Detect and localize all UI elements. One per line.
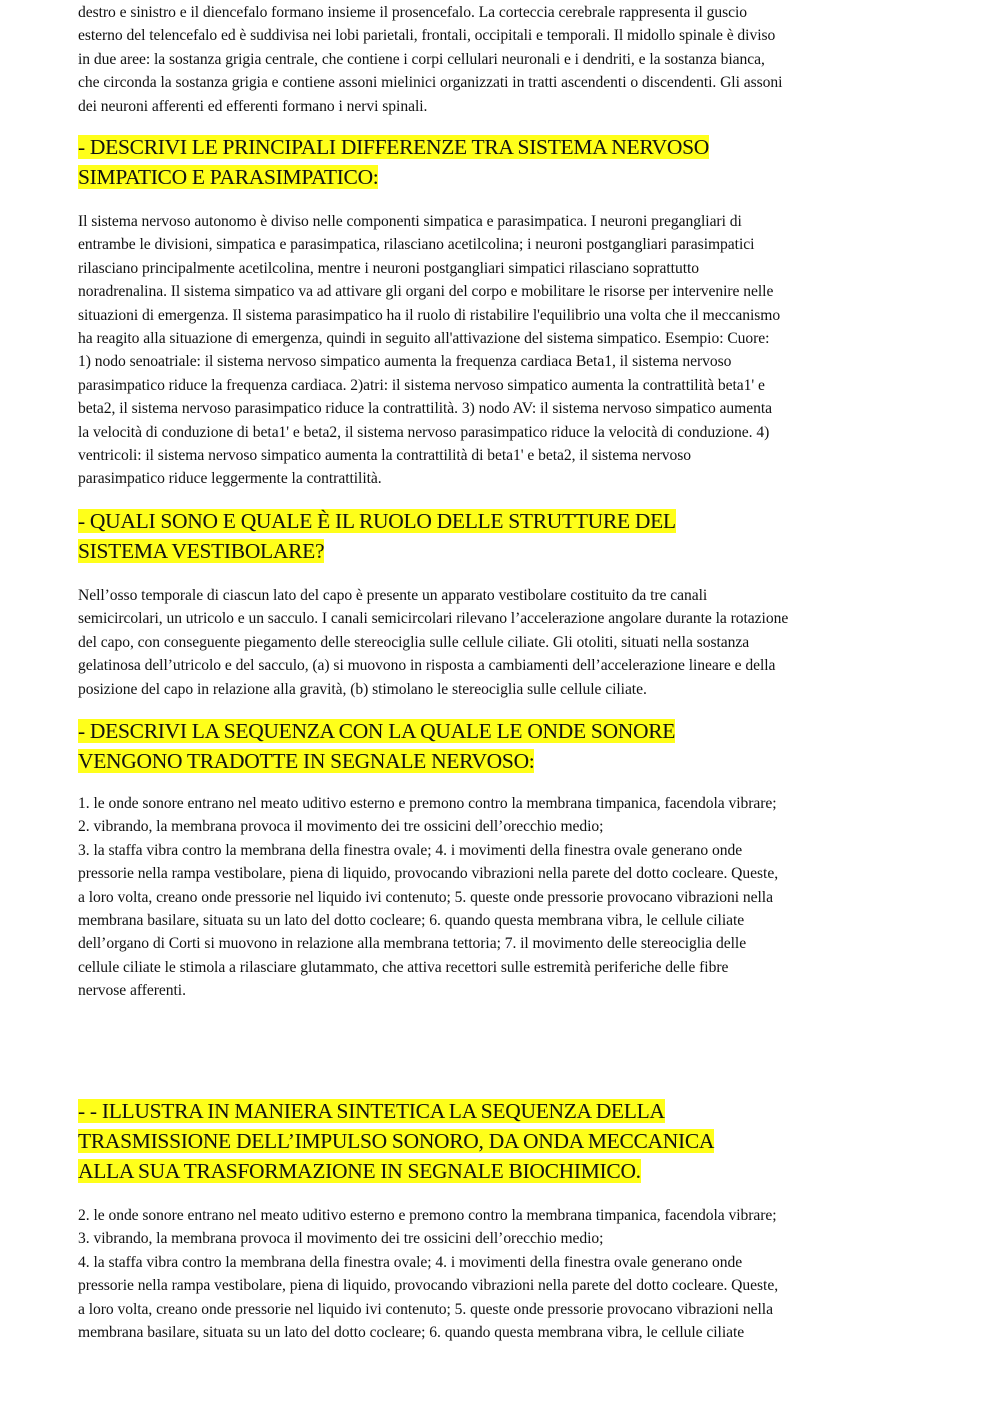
- heading-line: - - ILLUSTRA IN MANIERA SINTETICA LA SEQUENZA DELLA: [78, 1099, 665, 1123]
- section-heading-impulso-sonoro: [78, 1096, 888, 1187]
- section-body-vestibolare: Nell’osso temporale di ciascun lato del capo è presente un apparato vestibolare costituito da tre canali semicircolari, un utricolo e un sacculo. I canali semicircolari rilevano l’accelerazione angolare durante la rotazione del capo, con conseguente piegamento delle stereociglia sulle cellule ciliate. Gli otoliti, situati nella sostanza gelatinosa dell’utricolo e del sacculo, (a) si muovono in risposta a cambiamenti dell’accelerazione lineare e della posizione del capo in relazione alla gravità, (b) stimolano le stereociglia sulle cellule ciliate.: [78, 587, 789, 698]
- intro-paragraph: destro e sinistro e il diencefalo formano insieme il prosencefalo. La corteccia cerebrale rappresenta il guscio esterno del telencefalo ed è suddivisa nei lobi parietali, frontali, occipitali e temporali. Il midollo spinale è diviso in due aree: la sostanza grigia centrale, che contiene i corpi cellulari neuronali e i dendriti, e la sostanza bianca, che circonda la sostanza grigia e contiene assoni mielinici organizzati in tratti ascendenti o discendenti. Gli assoni dei neuroni afferenti ed efferenti formano i nervi spinali.: [78, 4, 783, 115]
- section-body-impulso-sonoro: 2. le onde sonore entrano nel meato uditivo esterno e premono contro la membrana timpanica, facendola vibrare; 3. vibrando, la membrana provoca il movimento dei tre ossicini dell’orecchio medio; 4. la staffa vibra contro la membrana della finestra ovale; 4. i movimenti della finestra ovale generano onde pressorie nella rampa vestibolare, piena di liquido, provocando vibrazioni nella parete del dotto cocleare. Queste, a loro volta, creano onde pressorie nel liquido ivi contenuto; 5. queste onde pressorie provocano vibrazioni nella membrana basilare, situata su un lato del dotto cocleare; 6. quando questa membrana vibra, le cellule ciliate: [78, 1207, 779, 1342]
- heading-line: SISTEMA VESTIBOLARE?: [78, 539, 325, 564]
- heading-line: TRASMISSIONE DELL’IMPULSO SONORO, DA ONDA MECCANICA: [78, 1129, 715, 1154]
- heading-line: SIMPATICO E PARASIMPATICO:: [78, 165, 379, 190]
- section-body-simpatico: Il sistema nervoso autonomo è diviso nelle componenti simpatica e parasimpatica. I neuroni pregangliari di entrambe le divisioni, simpatica e parasimpatica, rilasciano acetilcolina; i neuroni postgangliari parasimpatici rilasciano principalmente acetilcolina, mentre i neuroni postgangliari simpatici rilasciano soprattutto noradrenalina. Il sistema simpatico va ad attivare gli organi del corpo e mobilitare le risorse per intervenire nelle situazioni di emergenza. Il sistema parasimpatico ha il ruolo di ristabilire l'equilibrio una volta che il meccanismo ha reagito alla situazione di emergenza, quindi in seguito all'attivazione del sistema simpatico. Esempio: Cuore: 1) nodo senoatriale: il sistema nervoso simpatico aumenta la frequenza cardiaca Beta1, il sistema nervoso parasimpatico riduce la frequenza cardiaca. 2)atri: il sistema nervoso simpatico aumenta la contrattilità beta1' e beta2, il sistema nervoso parasimpatico riduce la contrattilità. 3) nodo AV: il sistema nervoso simpatico aumenta la velocità di conduzione di beta1' e beta2, il sistema nervoso parasimpatico riduce la velocità di conduzione. 4) ventricoli: il sistema nervoso simpatico aumenta la contrattilità di beta1' e beta2, il sistema nervoso parasimpatico riduce leggermente la contrattilità.: [78, 213, 781, 488]
- heading-line: - DESCRIVI LE PRINCIPALI DIFFERENZE TRA SISTEMA NERVOSO: [78, 135, 710, 159]
- section-body-onde-sonore: 1. le onde sonore entrano nel meato uditivo esterno e premono contro la membrana timpanica, facendola vibrare; 2. vibrando, la membrana provoca il movimento dei tre ossicini dell’orecchio medio; 3. la staffa vibra contro la membrana della finestra ovale; 4. i movimenti della finestra ovale generano onde pressorie nella rampa vestibolare, piena di liquido, provocando vibrazioni nella parete del dotto cocleare. Queste, a loro volta, creano onde pressorie nel liquido ivi contenuto; 5. queste onde pressorie provocano vibrazioni nella membrana basilare, situata su un lato del dotto cocleare; 6. quando questa membrana vibra, le cellule ciliate dell’organo di Corti si muovono in relazione alla membrana tettoria; 7. il movimento delle stereociglia delle cellule ciliate le stimola a rilasciare glutammato, che attiva recettori sulle estremità periferiche delle fibre nervose afferenti.: [78, 795, 779, 1000]
- section-heading-simpatico: [78, 132, 888, 192]
- heading-line: VENGONO TRADOTTE IN SEGNALE NERVOSO:: [78, 749, 535, 774]
- heading-line: - DESCRIVI LA SEQUENZA CON LA QUALE LE ONDE SONORE: [78, 719, 676, 743]
- section-heading-onde-sonore: [78, 716, 888, 776]
- heading-line: - QUALI SONO E QUALE È IL RUOLO DELLE STRUTTURE DEL: [78, 509, 676, 533]
- heading-line: ALLA SUA TRASFORMAZIONE IN SEGNALE BIOCHIMICO.: [78, 1159, 641, 1184]
- section-heading-vestibolare: [78, 506, 888, 566]
